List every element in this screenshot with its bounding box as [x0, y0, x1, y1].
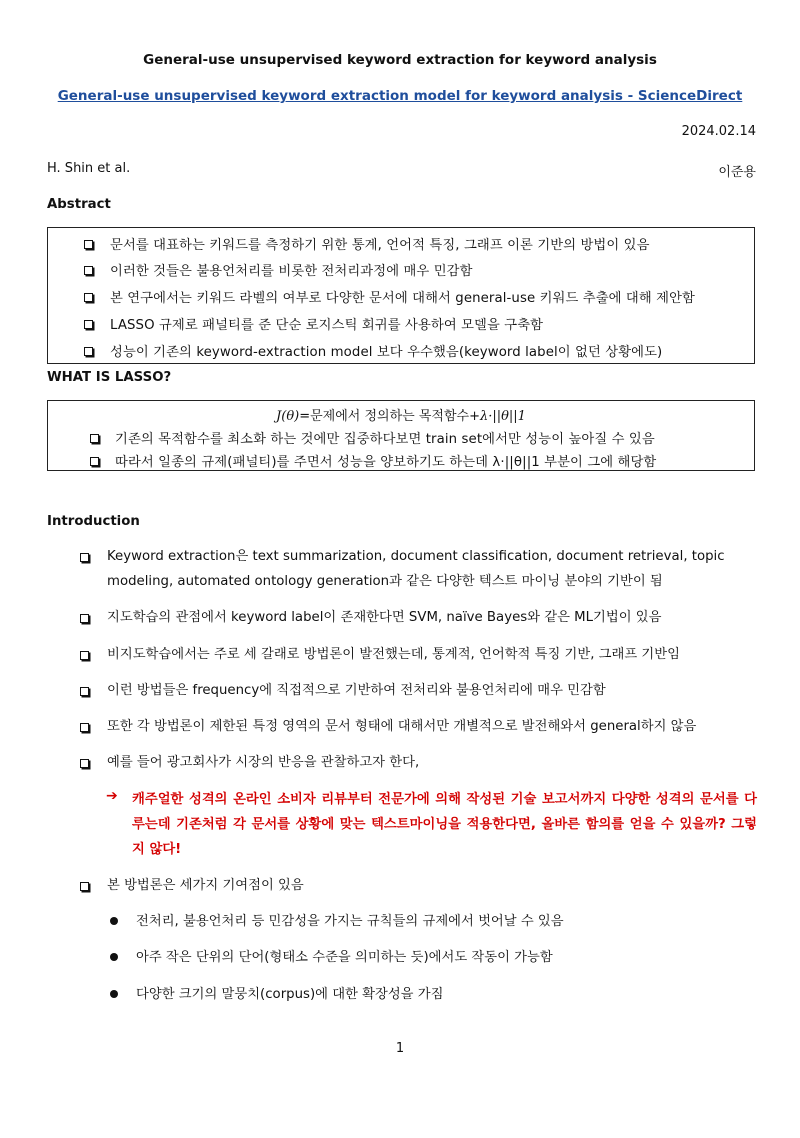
filled-circle-icon — [110, 990, 118, 998]
right-arrow-icon: ➔ — [106, 788, 118, 804]
square-bullet-icon — [84, 240, 93, 249]
square-bullet-icon — [84, 266, 93, 275]
document-title: General-use unsupervised keyword extraction for keyword analysis — [143, 52, 657, 68]
authors: H. Shin et al. — [47, 161, 131, 176]
presenter-name: 이준용 — [718, 165, 756, 180]
square-bullet-icon — [84, 320, 93, 329]
abstract-heading: Abstract — [47, 197, 111, 212]
square-bullet-icon — [80, 687, 89, 696]
filled-circle-icon — [110, 953, 118, 961]
square-bullet-icon — [80, 651, 89, 660]
square-bullet-icon — [84, 347, 93, 356]
lasso-formula: J(θ)=문제에서 정의하는 목적함수+λ·||θ||1 — [276, 409, 526, 424]
page-number: 1 — [395, 1041, 405, 1056]
square-bullet-icon — [90, 434, 99, 443]
lasso-box: J(θ)=문제에서 정의하는 목적함수+λ·||θ||1 기존의 목적함수를 최소화 하는 것에만 집중하다보면 train set에서만 성능이 높아질 수 있음 따라서 일종의 규제(패널티)를 주면서 성능을 양보하기도 하는데 λ·||θ||1 부분이 그에 해당함 — [47, 400, 755, 471]
filled-circle-icon — [110, 917, 118, 925]
introduction-heading: Introduction — [47, 514, 140, 529]
abstract-box: 문서를 대표하는 키워드를 측정하기 위한 통계, 언어적 특징, 그래프 이론 기반의 방법이 있음 이러한 것들은 불용언처리를 비롯한 전처리과정에 매우 민감함 본 연구에서는 키워드 라벨의 여부로 다양한 문서에 대해서 general-use 키워드 추출에 대해 제안함 LASSO 규제로 패널티를 준 단순 로지스틱 회귀를 사용하여 모델을 구축함 성능이 기존의 keyword-extraction model 보다 우수했음(keyword label이 없던 상황에도) — [47, 227, 755, 364]
square-bullet-icon — [80, 723, 89, 732]
source-link[interactable]: General-use unsupervised keyword extraction model for keyword analysis - ScienceDirect — [57, 88, 743, 104]
square-bullet-icon — [80, 759, 89, 768]
square-bullet-icon — [80, 553, 89, 562]
square-bullet-icon — [90, 457, 99, 466]
lasso-heading: WHAT IS LASSO? — [47, 370, 172, 385]
square-bullet-icon — [80, 614, 89, 623]
date: 2024.02.14 — [681, 124, 756, 139]
square-bullet-icon — [80, 882, 89, 891]
square-bullet-icon — [84, 293, 93, 302]
